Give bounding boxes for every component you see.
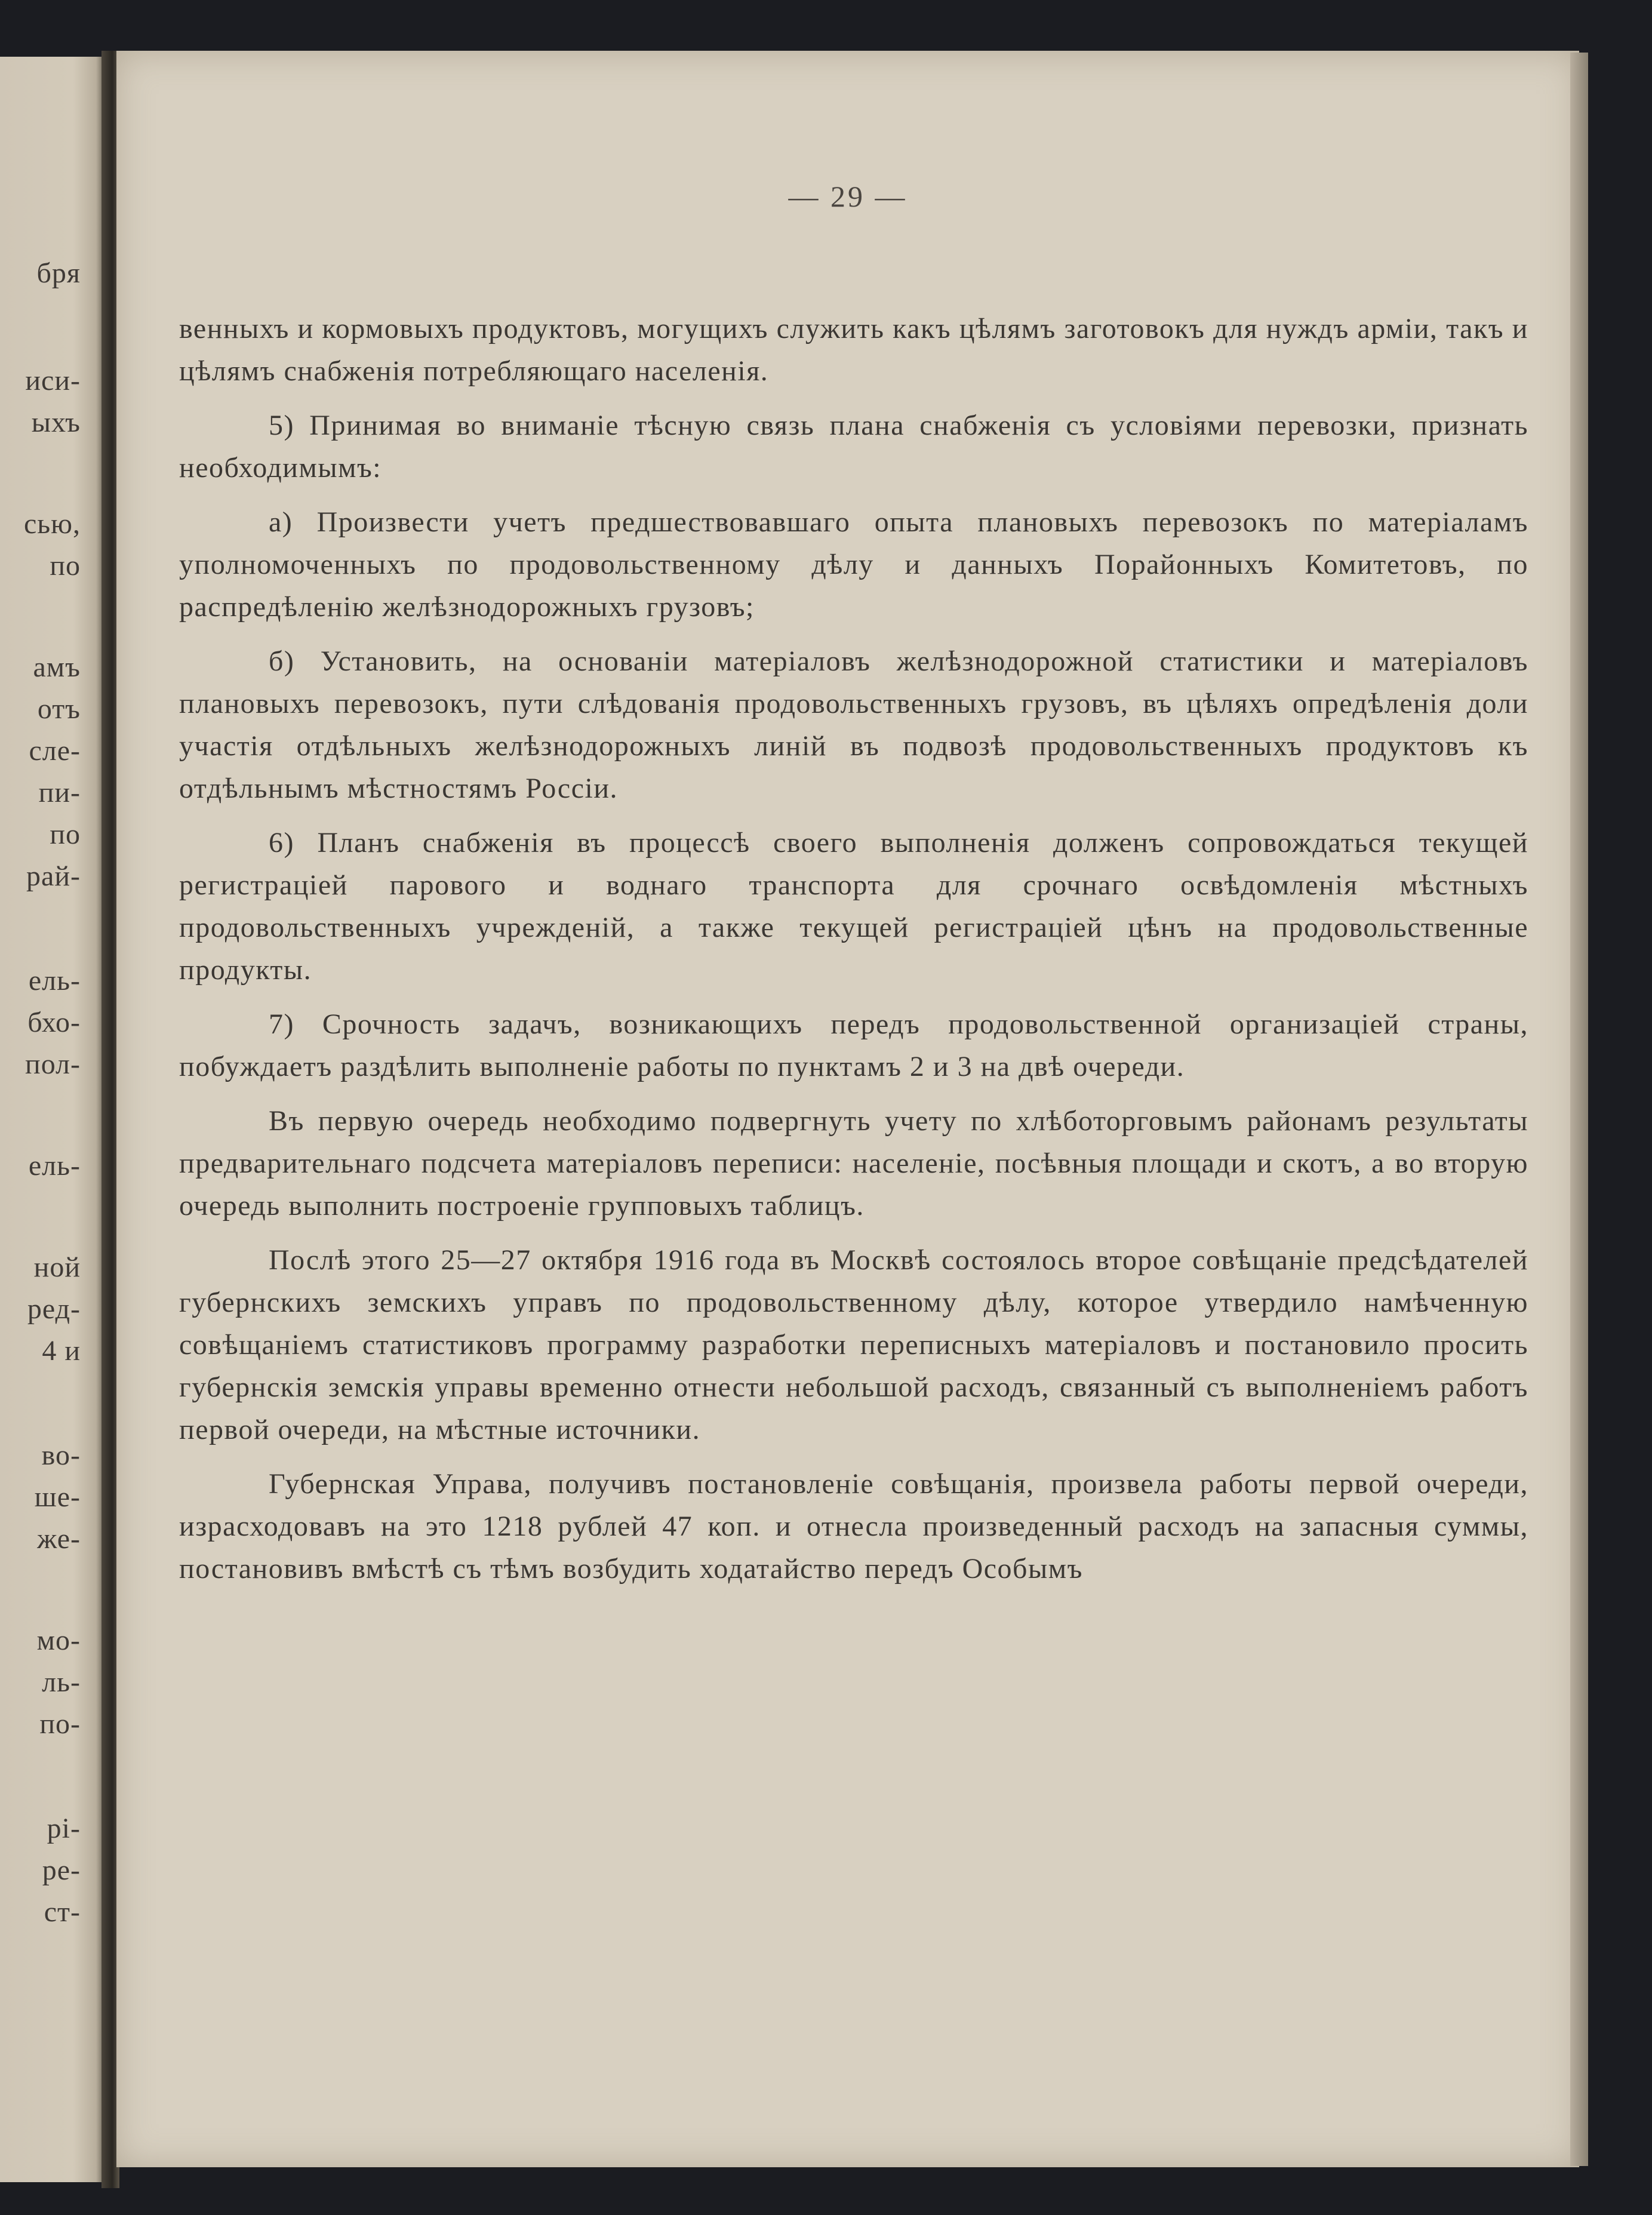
paragraph-meeting: Послѣ этого 25—27 октября 1916 года въ Москвѣ состоялось второе совѣщаніе предсѣдателей губернскихъ земскихъ управъ по продовольственному дѣлу, которое утвердило намѣченную совѣщаніемъ статистиковъ программу разработки переписныхъ матеріаловъ и постановило просить губернскія земскія управы временно отнести небольшой расходъ, связанный съ выполненіемъ работъ первой очереди, на мѣстные источники. [179, 1244, 1528, 1445]
left-page-fragment: пол- [25, 1048, 81, 1080]
paragraph-item-6: 6) Планъ снабженія въ процессѣ своего выполненія долженъ сопровождаться текущей регистраціей парового и воднаго транспорта для срочнаго освѣдомленія мѣстныхъ продовольственныхъ учрежденій, а также текущей регистраціей цѣнъ на продовольственные продукты. [179, 827, 1528, 986]
left-page-fragment: отъ [37, 693, 81, 725]
left-page-fragment: мо- [36, 1625, 81, 1656]
left-page-fragment: сью, [23, 508, 81, 540]
paragraph-continuation: венныхъ и кормовыхъ продуктовъ, могущихъ служить какъ цѣлямъ заготовокъ для нуждъ арміи, такъ и цѣлямъ снабженія потребляющаго населенія. [179, 313, 1528, 387]
left-page-fragment: по [50, 550, 81, 582]
left-page-fragment: ной [33, 1251, 81, 1283]
left-page-fragment: ель- [28, 1150, 81, 1182]
paragraph-item-7: 7) Срочность задачъ, возникающихъ передъ продовольственной организаціей страны, побуждаетъ раздѣлить выполненіе работы по пунктамъ 2 и 3 на двѣ очереди. [179, 1008, 1528, 1082]
left-page-fragment: же- [37, 1523, 81, 1555]
left-page-fragment: ль- [42, 1666, 81, 1698]
left-page-fragment: амъ [33, 651, 81, 683]
left-page-fragment: по- [39, 1708, 81, 1740]
left-page-fragment: бря [36, 257, 81, 289]
left-page-fragment: рі- [47, 1813, 81, 1844]
paragraph-item-5: 5) Принимая во вниманіе тѣсную связь плана снабженія съ условіями перевозки, признать необходимымъ: [179, 410, 1528, 484]
left-page-fragment: ре- [42, 1854, 81, 1886]
left-page-fragment: ыхъ [31, 407, 81, 438]
document-page [116, 51, 1579, 2167]
left-page-fragment: пи- [38, 777, 81, 808]
body-text [179, 307, 1528, 1602]
left-facing-page [0, 57, 104, 2182]
paragraph-first-stage: Въ первую очередь необходимо подвергнуть учету по хлѣботорговымъ районамъ результаты предварительнаго подсчета матеріаловъ переписи: населеніе, посѣвныя площади и скотъ, а во вторую очередь выполнить построеніе групповыхъ таблицъ. [179, 1105, 1528, 1222]
left-page-fragment: ст- [44, 1896, 81, 1928]
left-page-fragment: иси- [25, 365, 81, 396]
left-page-fragment: рай- [26, 860, 81, 892]
page-edge [1570, 53, 1588, 2166]
left-page-fragment: сле- [29, 735, 81, 767]
left-page-fragment: во- [41, 1439, 81, 1471]
paragraph-item-5b: б) Установить, на основаніи матеріаловъ желѣзнодорожной статистики и матеріаловъ плановыхъ перевозокъ, пути слѣдованія продовольственныхъ грузовъ, въ цѣляхъ опредѣленія доли участія отдѣльныхъ желѣзнодорожныхъ линій въ подвозѣ продовольственныхъ продуктовъ къ отдѣльнымъ мѣстностямъ Россіи. [179, 645, 1528, 804]
left-page-fragment: ель- [28, 965, 81, 996]
left-page-fragment: по [50, 819, 81, 850]
left-page-fragment: ред- [27, 1293, 81, 1325]
left-page-fragment: бхо- [27, 1007, 81, 1038]
left-page-fragment: 4 и [42, 1335, 81, 1367]
page-number: — 29 — [788, 180, 907, 213]
paragraph-gubernia-board: Губернская Управа, получивъ постановленіе совѣщанія, произвела работы первой очереди, израсходовавъ на это 1218 рублей 47 коп. и отнесла произведенный расходъ на запасныя суммы, постановивъ вмѣстѣ съ тѣмъ возбудить ходатайство передъ Особымъ [179, 1468, 1528, 1585]
left-page-fragment: ше- [34, 1481, 81, 1513]
paragraph-item-5a: а) Произвести учетъ предшествовавшаго опыта плановыхъ перевозокъ по матеріаламъ уполномоченныхъ по продовольственному дѣлу и данныхъ Порайонныхъ Комитетовъ, по распредѣленію желѣзнодорожныхъ грузовъ; [179, 506, 1528, 623]
